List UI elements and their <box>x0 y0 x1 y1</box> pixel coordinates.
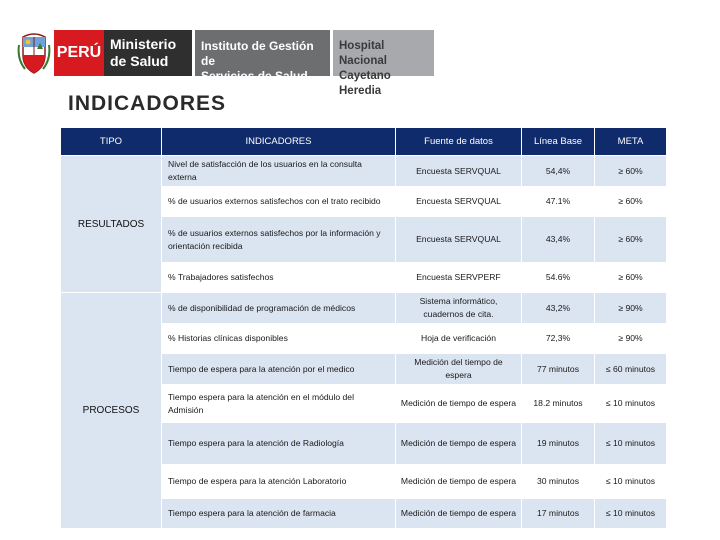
source-cell: Encuesta SERVQUAL <box>396 156 522 187</box>
baseline-cell: 30 minutos <box>522 465 595 499</box>
page-title: INDICADORES <box>68 92 227 115</box>
baseline-cell: 54,4% <box>522 156 595 187</box>
table-row <box>61 293 667 324</box>
indicator-cell: % Historias clínicas disponibles <box>162 324 396 354</box>
baseline-cell: 43,2% <box>522 293 595 324</box>
baseline-cell: 47.1% <box>522 187 595 217</box>
table-row <box>61 156 667 187</box>
goal-cell: ≤ 60 minutos <box>595 354 667 385</box>
goal-cell: ≤ 10 minutos <box>595 465 667 499</box>
goal-cell: ≥ 60% <box>595 187 667 217</box>
indicator-cell: % Trabajadores satisfechos <box>162 263 396 293</box>
goal-cell: ≤ 10 minutos <box>595 385 667 423</box>
baseline-cell: 19 minutos <box>522 423 595 465</box>
country-label: PERÚ <box>56 44 102 61</box>
goal-cell: ≥ 60% <box>595 217 667 263</box>
institute-line-1: Instituto de Gestión de <box>201 39 314 68</box>
source-cell: Hoja de verificación <box>396 324 522 354</box>
institute-logo <box>195 30 330 83</box>
hospital-line-2: Cayetano Heredia <box>339 70 391 97</box>
ministry-line-1: Ministerio <box>110 36 177 52</box>
indicator-cell: % de usuarios externos satisfechos con el trato recibido <box>162 187 396 217</box>
indicator-cell: % de usuarios externos satisfechos por la información y orientación recibida <box>162 217 396 263</box>
goal-cell: ≥ 90% <box>595 324 667 354</box>
group-cell-procesos: PROCESOS <box>61 293 162 529</box>
coat-of-arms-icon <box>14 28 54 78</box>
indicator-cell: Nivel de satisfacción de los usuarios en la consulta externa <box>162 156 396 187</box>
indicators-table <box>60 127 667 529</box>
column-header-fuente: Fuente de datos <box>396 128 522 156</box>
source-cell: Medición del tiempo de espera <box>396 354 522 385</box>
baseline-cell: 43,4% <box>522 217 595 263</box>
hospital-line-1: Hospital Nacional <box>339 40 387 67</box>
column-header-indicadores: INDICADORES <box>162 128 396 156</box>
institute-line-2: Servicios de Salud <box>201 69 308 83</box>
ministry-logo <box>104 30 192 76</box>
baseline-cell: 54.6% <box>522 263 595 293</box>
baseline-cell: 18.2 minutos <box>522 385 595 423</box>
baseline-cell: 17 minutos <box>522 499 595 529</box>
ministry-line-2: de Salud <box>110 53 169 69</box>
source-cell: Medición de tiempo de espera <box>396 465 522 499</box>
header-banner <box>14 28 441 97</box>
table-header-row <box>61 128 667 156</box>
source-cell: Encuesta SERVQUAL <box>396 217 522 263</box>
source-cell: Medición de tiempo de espera <box>396 423 522 465</box>
column-header-tipo: TIPO <box>61 128 162 156</box>
goal-cell: ≤ 10 minutos <box>595 423 667 465</box>
source-cell: Medición de tiempo de espera <box>396 385 522 423</box>
baseline-cell: 72,3% <box>522 324 595 354</box>
source-cell: Encuesta SERVPERF <box>396 263 522 293</box>
source-cell: Sistema informático, cuadernos de cita. <box>396 293 522 324</box>
column-header-linea-base: Línea Base <box>522 128 595 156</box>
group-cell-resultados: RESULTADOS <box>61 156 162 293</box>
source-cell: Encuesta SERVQUAL <box>396 187 522 217</box>
indicator-cell: Tiempo de espera para la atención Laboratorio <box>162 465 396 499</box>
indicator-cell: % de disponibilidad de programación de médicos <box>162 293 396 324</box>
goal-cell: ≥ 90% <box>595 293 667 324</box>
indicator-cell: Tiempo de espera para la atención por el medico <box>162 354 396 385</box>
goal-cell: ≥ 60% <box>595 263 667 293</box>
indicator-cell: Tiempo espera para la atención de Radiología <box>162 423 396 465</box>
goal-cell: ≤ 10 minutos <box>595 499 667 529</box>
column-header-meta: META <box>595 128 667 156</box>
peru-logo <box>54 30 104 76</box>
baseline-cell: 77 minutos <box>522 354 595 385</box>
indicator-cell: Tiempo espera para la atención en el módulo del Admisión <box>162 385 396 423</box>
hospital-logo <box>333 30 434 97</box>
goal-cell: ≥ 60% <box>595 156 667 187</box>
source-cell: Medición de tiempo de espera <box>396 499 522 529</box>
indicator-cell: Tiempo espera para la atención de farmacia <box>162 499 396 529</box>
